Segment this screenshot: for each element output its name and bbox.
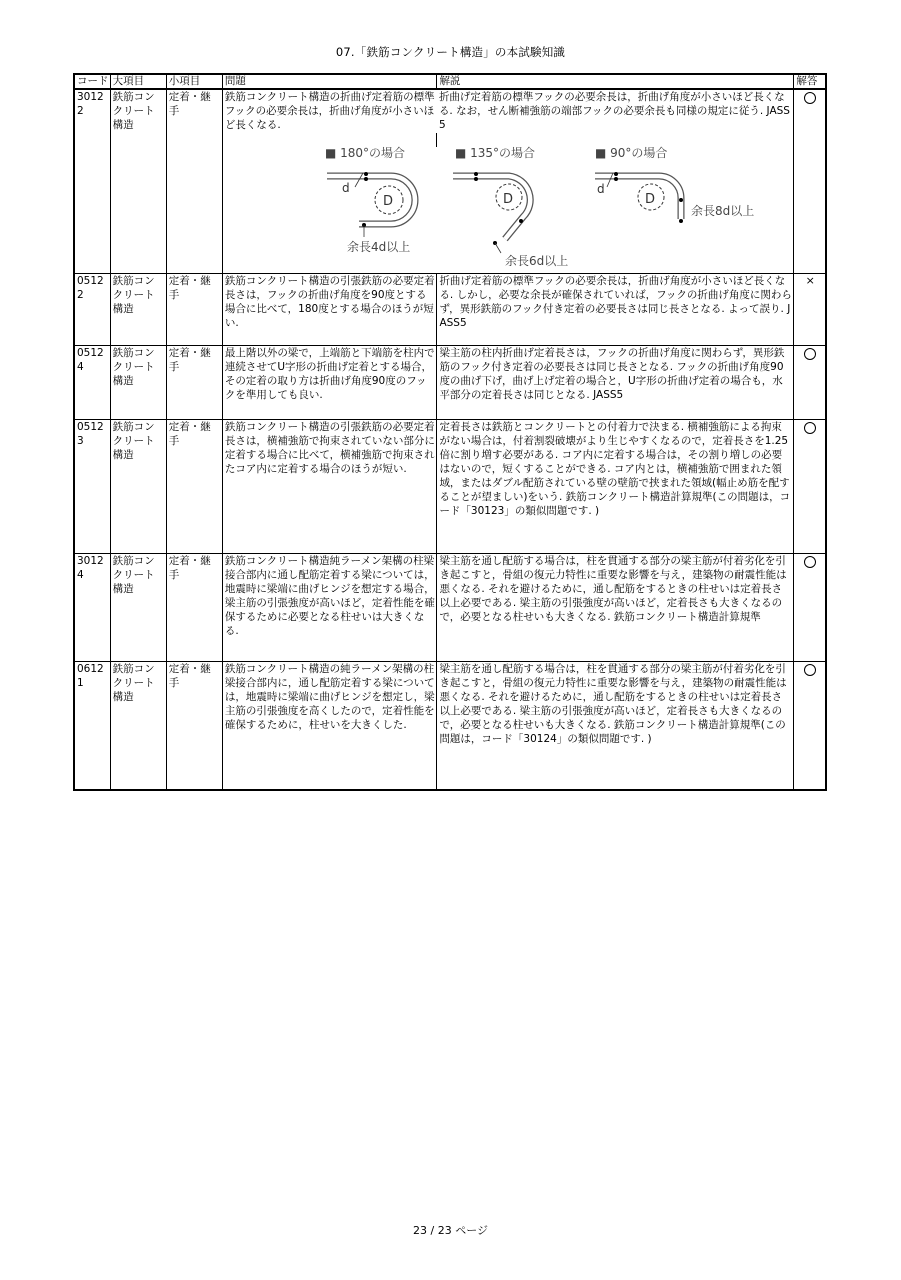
cell-question: 最上階以外の梁で，上端筋と下端筋を柱内で連続させてU字形の折曲げ定着とする場合，その定着の取り方は折曲げ角度90度のフックを準用しても良い. [222, 346, 437, 420]
cell-explanation: 梁主筋を通し配筋する場合は，柱を貫通する部分の梁主筋が付着劣化を引き起こすと，骨組の復元力特性に重要な影響を与え，建築物の耐震性能は悪くなる. それを避けるために，通し配筋をするときの柱せいは定着長さ以上必要である. 梁主筋の引張強度が高いほど，定着長さも大きくなるので，必要となる柱せいも大きくなる. 鉄筋コンクリート構造計算規準 [437, 554, 794, 662]
table-row [74, 662, 826, 790]
page-title: 07.「鉄筋コンクリート構造」の本試験知識 [335, 45, 566, 59]
cell-major: 鉄筋コンクリート構造 [110, 662, 166, 790]
cell-answer [794, 554, 826, 662]
hook-90-extension-label: 余長8d以上 [690, 204, 755, 218]
cell-answer [794, 89, 826, 274]
hook-90-d-label: d [596, 182, 605, 196]
cell-code: 05122 [74, 274, 110, 346]
column-header-major: 大項目 [110, 74, 166, 89]
cell-major: 鉄筋コンクリート構造 [110, 346, 166, 420]
column-header-explanation: 解説 [437, 74, 794, 89]
hook-90-diagram [595, 145, 754, 223]
answer-circle-mark [804, 348, 816, 360]
cell-code: 05124 [74, 346, 110, 420]
cell-major: 鉄筋コンクリート構造 [110, 554, 166, 662]
hook-figure [223, 145, 791, 273]
cell-explanation: 折曲げ定着筋の標準フックの必要余長は，折曲げ角度が小さいほど長くなる. しかし，必要な余長が確保されていれば，フックの折曲げ角度に関わらず，異形鉄筋のフック付き定着の必要長さは同じ長さとなる. よって誤り. JASS5 [437, 274, 794, 346]
hook-90-D-label: D [644, 192, 655, 207]
hook-90-heading: ■ 90°の場合 [594, 146, 668, 160]
answer-circle-mark [804, 556, 816, 568]
answer-circle-mark [804, 92, 816, 104]
cell-answer [794, 662, 826, 790]
page-number: 23 / 23 ページ [413, 1224, 488, 1237]
cell-code: 06121 [74, 662, 110, 790]
cell-question: 鉄筋コンクリート構造の純ラーメン架構の柱梁接合部内に，通し配筋定着する梁については，地震時に梁端に曲げヒンジを想定し，梁主筋の引張強度を高くしたので，定着性能を確保するために，柱せいを大きくした. [222, 662, 437, 790]
table-header-row [74, 74, 826, 89]
hook-180-heading: ■ 180°の場合 [324, 146, 405, 160]
cell-explanation: 梁主筋を通し配筋する場合は，柱を貫通する部分の梁主筋が付着劣化を引き起こすと，骨組の復元力特性に重要な影響を与え，建築物の耐震性能は悪くなる. それを避けるために，通し配筋をするときの柱せいは定着長さ以上必要である. 梁主筋の引張強度が高いほど，定着長さも大きくなるので，必要となる柱せいも大きくなる. 鉄筋コンクリート構造計算規準(この問題は，コード「30124」の類似問題です. ) [437, 662, 794, 790]
cell-code: 30122 [74, 89, 110, 274]
cell-minor: 定着・継手 [166, 274, 222, 346]
column-header-question: 問題 [222, 74, 437, 89]
answer-circle-mark [804, 664, 816, 676]
cell-minor: 定着・継手 [166, 346, 222, 420]
cell-explanation: 定着長さは鉄筋とコンクリートとの付着力で決まる. 横補強筋による拘束がない場合は，付着割裂破壊がより生じやすくなるので，定着長さを1.25倍に割り増す必要がある. コア内に定着する場合は，その割り増しの必要はないので，短くすることができる. コア内とは，横補強筋で囲まれた領域，またはダブル配筋されている壁の壁筋で挟まれた領域(幅止め筋を配することが望ましい)をいう. 鉄筋コンクリート構造計算規準(この問題は，コード「30123」の類似問題です. ) [437, 420, 794, 554]
cell-question: 鉄筋コンクリート構造の折曲げ定着筋の標準フックの必要余長は，折曲げ角度が小さいほど長くなる. [222, 89, 437, 145]
hook-180-D-label: D [382, 194, 393, 209]
cell-major: 鉄筋コンクリート構造 [110, 89, 166, 274]
hook-135-heading: ■ 135°の場合 [454, 146, 535, 160]
cell-question: 鉄筋コンクリート構造の引張鉄筋の必要定着長さは，横補強筋で拘束されていない部分に定着する場合に比べて，横補強筋で拘束されたコア内に定着する場合のほうが短い. [222, 420, 437, 554]
cell-minor: 定着・継手 [166, 420, 222, 554]
cell-code: 30124 [74, 554, 110, 662]
answer-cross-mark: × [805, 274, 815, 287]
hook-180-extension-label: 余長4d以上 [346, 240, 411, 254]
hook-figure-cell [222, 145, 794, 274]
cell-minor: 定着・継手 [166, 554, 222, 662]
cell-code: 05123 [74, 420, 110, 554]
cell-explanation: 梁主筋の柱内折曲げ定着長さは，フックの折曲げ角度に関わらず，異形鉄筋のフック付き定着の必要長さは同じ長さとなる. フックの折曲げ角度90度の曲げ下げ，曲げ上げ定着の場合と，U字形の折曲げ定着の場合も，水平部分の定着長さは同じとなる. JASS5 [437, 346, 794, 420]
table-row [74, 274, 826, 346]
cell-question: 鉄筋コンクリート構造純ラーメン架構の柱梁接合部内に通し配筋定着する梁については，地震時に梁端に曲げヒンジを想定する場合，梁主筋の引張強度が高いほど，定着性能を確保するために必要となる柱せいは大きくなる. [222, 554, 437, 662]
knowledge-table [73, 73, 827, 791]
cell-explanation: 折曲げ定着筋の標準フックの必要余長は，折曲げ角度が小さいほど長くなる. なお，せん断補強筋の端部フックの必要余長も同様の規定に従う. JASS5 [437, 89, 794, 145]
cell-answer [794, 346, 826, 420]
column-header-code: コード [74, 74, 110, 89]
hook-135-D-label: D [502, 192, 513, 207]
table-row [74, 346, 826, 420]
column-header-answer: 解答 [794, 74, 826, 89]
cell-question: 鉄筋コンクリート構造の引張鉄筋の必要定着長さは，フックの折曲げ角度を90度とする場合に比べて，180度とする場合のほうが短い. [222, 274, 437, 346]
hook-180-diagram [325, 145, 415, 254]
cell-answer [794, 420, 826, 554]
cell-minor: 定着・継手 [166, 89, 222, 274]
hook-180-d-label: d [341, 181, 350, 195]
table-row [74, 89, 826, 145]
table-row [74, 554, 826, 662]
column-header-minor: 小項目 [166, 74, 222, 89]
cell-answer [794, 274, 826, 346]
hook-135-extension-label: 余長6d以上 [504, 254, 569, 268]
cell-major: 鉄筋コンクリート構造 [110, 274, 166, 346]
cell-major: 鉄筋コンクリート構造 [110, 420, 166, 554]
answer-circle-mark [804, 422, 816, 434]
table-row [74, 420, 826, 554]
cell-minor: 定着・継手 [166, 662, 222, 790]
hook-135-diagram [453, 145, 568, 268]
